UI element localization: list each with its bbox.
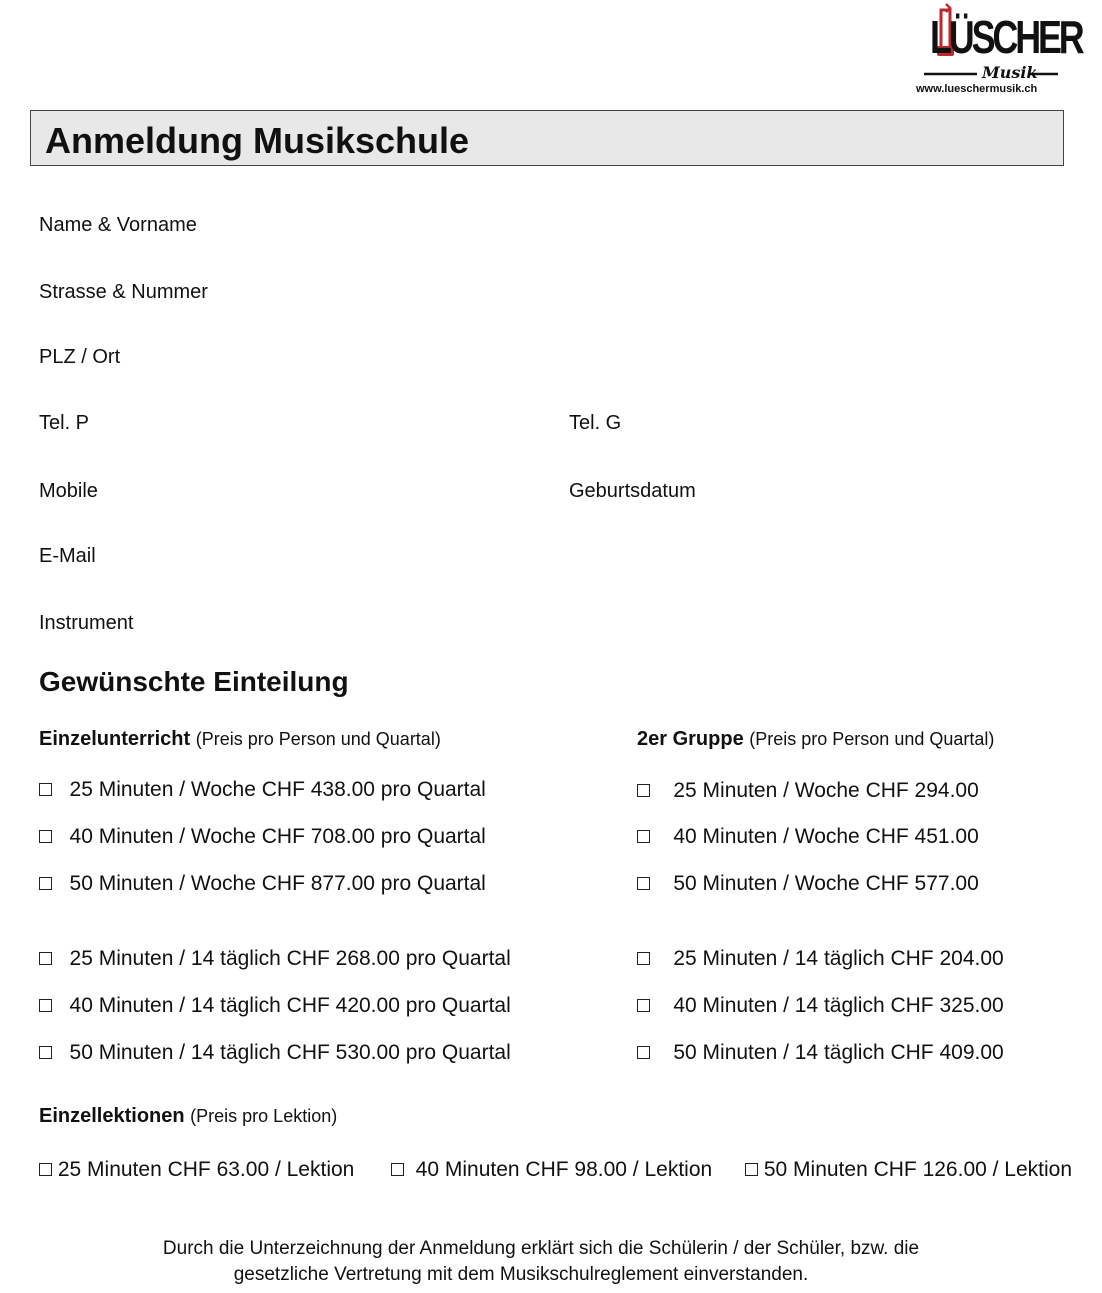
title-box [30,110,1064,166]
label-strasse: Strasse & Nummer [39,281,208,303]
checkbox[interactable] [637,1046,650,1059]
checkbox[interactable] [39,1163,52,1176]
checkbox[interactable] [39,999,52,1012]
option-label: 50 Minuten / 14 täglich CHF 530.00 pro Quartal [69,1041,511,1064]
checkbox[interactable] [745,1163,758,1176]
lektion-option-2[interactable] [391,1158,712,1182]
checkbox[interactable] [637,999,650,1012]
checkbox[interactable] [39,830,52,843]
lektion-option-1[interactable] [39,1158,354,1182]
label-email: E-Mail [39,545,96,567]
option-label: 50 Minuten / Woche CHF 877.00 pro Quartal [69,872,486,895]
logo-url: www.lueschermusik.ch [916,83,1038,95]
option-label: 50 Minuten / Woche CHF 577.00 [673,872,979,895]
logo-sub-text: Musik [982,63,1038,82]
label-geburtsdatum: Geburtsdatum [569,480,696,502]
einzel-heading-text: Einzelunterricht [39,728,191,750]
option-label: 40 Minuten / 14 täglich CHF 420.00 pro Quartal [69,994,511,1017]
lektionen-heading-text: Einzellektionen [39,1105,185,1127]
gruppe-option-4[interactable] [637,947,1004,971]
footer-line-1: Durch die Unterzeichnung der Anmeldung erklärt sich die Schülerin / der Schüler, bzw. die [162,1238,920,1259]
label-plz-ort: PLZ / Ort [39,346,121,368]
checkbox[interactable] [39,877,52,890]
einzel-option-1[interactable] [39,778,486,802]
checkbox[interactable] [39,783,52,796]
gruppe-note: (Preis pro Person und Quartal) [749,729,995,749]
option-label: 50 Minuten / 14 täglich CHF 409.00 [673,1041,1004,1064]
gruppe-option-1[interactable] [637,779,979,803]
option-label: 25 Minuten / Woche CHF 294.00 [673,779,979,802]
footer-line-2: gesetzliche Vertretung mit dem Musikschulreglement einverstanden. [233,1264,809,1285]
option-label: 40 Minuten CHF 98.00 / Lektion [415,1158,713,1181]
label-instrument: Instrument [39,612,134,634]
gruppe-option-6[interactable] [637,1041,1004,1065]
label-name: Name & Vorname [39,214,197,236]
option-label: 25 Minuten CHF 63.00 / Lektion [57,1158,355,1181]
option-label: 25 Minuten / 14 täglich CHF 268.00 pro Quartal [69,947,511,970]
einzel-option-6[interactable] [39,1041,511,1065]
lektionen-note: (Preis pro Lektion) [190,1106,338,1126]
option-label: 40 Minuten / 14 täglich CHF 325.00 [673,994,1004,1017]
einzel-option-2[interactable] [39,825,486,849]
lektionen-heading [39,1105,337,1128]
einzel-option-5[interactable] [39,994,511,1018]
gruppe-option-2[interactable] [637,825,979,849]
option-label: 25 Minuten / Woche CHF 438.00 pro Quartal [69,778,486,801]
einzel-option-4[interactable] [39,947,511,971]
page-title: Anmeldung Musikschule [45,120,470,161]
checkbox[interactable] [637,952,650,965]
gruppe-heading [637,728,994,751]
einzel-option-3[interactable] [39,872,486,896]
label-tel-g: Tel. G [569,412,622,434]
gruppe-heading-text: 2er Gruppe [637,728,744,750]
section-title: Gewünschte Einteilung [39,666,349,697]
lektion-option-3[interactable] [745,1158,1072,1182]
label-tel-p: Tel. P [39,412,90,434]
checkbox[interactable] [39,1046,52,1059]
einzel-heading [39,728,441,751]
einzel-note: (Preis pro Person und Quartal) [195,729,441,749]
checkbox[interactable] [39,952,52,965]
option-label: 40 Minuten / Woche CHF 708.00 pro Quartal [69,825,486,848]
label-mobile: Mobile [39,480,98,502]
gruppe-option-5[interactable] [637,994,1004,1018]
checkbox[interactable] [391,1163,404,1176]
option-label: 40 Minuten / Woche CHF 451.00 [673,825,979,848]
checkbox[interactable] [637,830,650,843]
logo-brand-text: LÜSCHER [930,11,1082,63]
checkbox[interactable] [637,784,650,797]
option-label: 50 Minuten CHF 126.00 / Lektion [763,1158,1073,1181]
checkbox[interactable] [637,877,650,890]
option-label: 25 Minuten / 14 täglich CHF 204.00 [673,947,1004,970]
gruppe-option-3[interactable] [637,872,979,896]
